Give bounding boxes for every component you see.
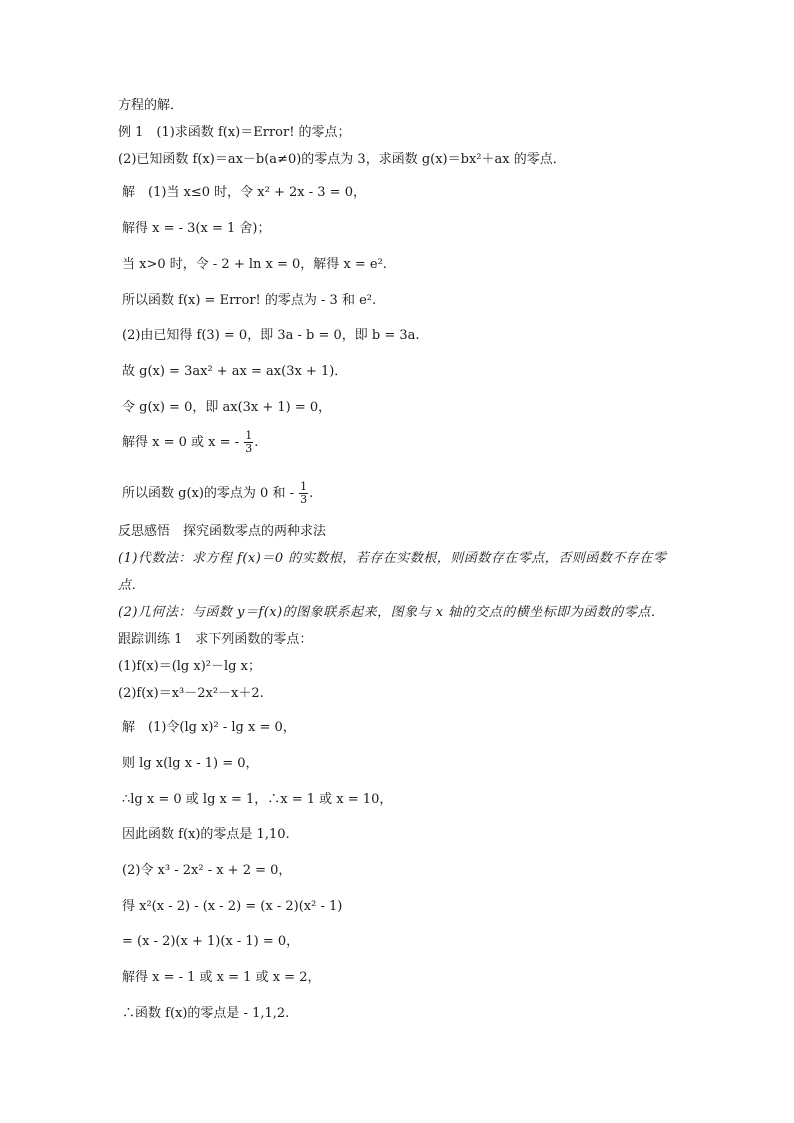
- fraction-numerator: 1: [245, 429, 253, 442]
- solution-line-2: 解得 x = - 3(x = 1 舍)；: [122, 221, 271, 236]
- solution-line-9: [122, 481, 313, 506]
- practice-solution-line-9: ∴函数 f(x)的零点是 - 1,1,2.: [122, 1006, 290, 1021]
- practice-solution-line-2: 则 lg x(lg x - 1) = 0，: [122, 756, 259, 771]
- solution-line-3: 当 x>0 时，令 - 2 + ln x = 0，解得 x = e².: [122, 257, 387, 272]
- solution-line-7: 令 g(x) = 0，即 ax(3x + 1) = 0，: [122, 400, 332, 415]
- reflection-method-1-cont: 点．: [118, 578, 146, 593]
- practice-solution-line-8: 解得 x = - 1 或 x = 1 或 x = 2，: [122, 970, 321, 985]
- practice-solution-line-4: 因此函数 f(x)的零点是 1,10.: [122, 827, 290, 842]
- reflection-method-1: (1)代数法：求方程 f(x)＝0 的实数根，若存在实数根，则函数存在零点，否则函数不存在零: [118, 551, 667, 566]
- practice-item-1: (1)f(x)＝(lg x)²－lg x；: [118, 659, 261, 674]
- fraction-numerator: 1: [300, 480, 308, 493]
- practice-solution-line-3: ∴lg x = 0 或 lg x = 1，∴x = 1 或 x = 10，: [122, 792, 393, 807]
- solution-line-8: [122, 430, 258, 455]
- fraction-one-third: [244, 430, 253, 455]
- solution-line-5: (2)由已知得 f(3) = 0，即 3a - b = 0，即 b = 3a.: [122, 328, 420, 343]
- reflection-heading: 反思感悟 探究函数零点的两种求法: [118, 524, 327, 539]
- example-1-part-1: 例 1 (1)求函数 f(x)＝Error! 的零点；: [118, 125, 351, 140]
- solution-line-9-end: .: [309, 486, 314, 501]
- practice-solution-line-6: 得 x²(x - 2) - (x - 2) = (x - 2)(x² - 1): [122, 899, 343, 914]
- solution-line-4: 所以函数 f(x) = Error! 的零点为 - 3 和 e².: [122, 293, 377, 308]
- practice-item-2: (2)f(x)＝x³－2x²－x＋2.: [118, 686, 264, 701]
- solution-line-6: 故 g(x) = 3ax² + ax = ax(3x + 1)．: [122, 364, 348, 379]
- solution-line-1: 解 (1)当 x≤0 时，令 x² + 2x - 3 = 0，: [122, 185, 366, 200]
- fraction-one-third: [299, 481, 308, 506]
- practice-solution-line-1: 解 (1)令(lg x)² - lg x = 0，: [122, 720, 296, 735]
- solution-line-9-text: 所以函数 g(x)的零点为 0 和 -: [122, 486, 294, 501]
- solution-line-8-text: 解得 x = 0 或 x = -: [122, 435, 240, 450]
- text-line-intro: 方程的解．: [118, 98, 184, 113]
- fraction-denominator: 3: [300, 493, 308, 506]
- practice-solution-line-7: = (x - 2)(x + 1)(x - 1) = 0，: [122, 934, 300, 949]
- example-1-part-2: (2)已知函数 f(x)＝ax－b(a≠0)的零点为 3，求函数 g(x)＝bx²＋ax 的零点．: [118, 152, 566, 167]
- practice-solution-line-5: (2)令 x³ - 2x² - x + 2 = 0，: [122, 863, 292, 878]
- solution-line-8-end: .: [254, 435, 259, 450]
- practice-heading: 跟踪训练 1 求下列函数的零点：: [118, 632, 313, 647]
- reflection-method-2: (2)几何法：与函数 y＝f(x)的图象联系起来，图象与 x 轴的交点的横坐标即为函数的零点．: [118, 605, 665, 620]
- fraction-denominator: 3: [245, 442, 253, 455]
